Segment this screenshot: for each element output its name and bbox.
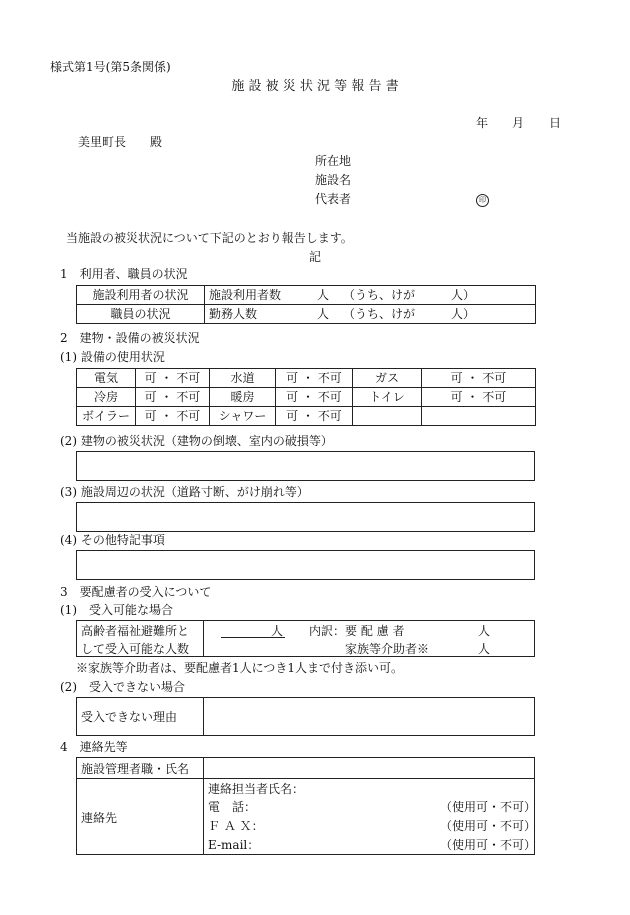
table-row [77,305,536,324]
table-row [77,388,536,407]
availability-choice: 可 ・ 不可 [422,369,536,388]
row-value [205,286,536,305]
sender-representative-label: 代表者 [315,192,352,206]
availability-choice: 可 ・ 不可 [422,388,536,407]
injury-note: （うち、けが 人） [343,288,476,302]
capacity-count-field[interactable] [221,625,285,638]
section-3-2-heading: (2) 受入できない場合 [60,680,185,694]
sender-facility-label: 施設名 [315,173,352,187]
row-value [205,305,536,324]
care-recipients-unit: 人 [478,624,491,638]
availability-choice: 可 ・ 不可 [136,407,210,426]
caregivers-unit: 人 [478,642,491,656]
section-2-heading: 2 建物・設備の被災状況 [60,331,200,345]
unit-label: 人 [317,288,330,302]
document-title: 施 設 被 災 状 況 等 報 告 書 [231,79,399,94]
breakdown-caregivers: 家族等介助者※ [345,642,430,656]
surroundings-box[interactable] [76,502,535,532]
email-usability: （使用可・不可） [440,838,537,852]
manager-label: 施設管理者職・氏名 [81,762,190,776]
ki-label: 記 [309,250,322,264]
availability-choice: 可 ・ 不可 [276,388,353,407]
intro-text: 当施設の被災状況について下記のとおり報告します。 [66,231,353,245]
rejection-row [76,697,535,736]
contact-table [76,757,535,855]
capacity-unit: 人 [221,625,285,638]
contact-person-label: 連絡担当者氏名： [208,782,305,796]
date-month: 月 [512,116,525,130]
phone-usability: （使用可・不可） [440,800,537,814]
table-row [77,369,536,388]
building-damage-box[interactable] [76,451,535,481]
empty-cell [353,407,422,426]
form-number: 様式第1号(第5条関係) [50,60,171,74]
equipment-name: シャワー [210,407,276,426]
sender-address-label: 所在地 [315,154,352,168]
seal-mark: 印 [476,192,489,207]
section-3-1-heading: (1) 受入可能な場合 [60,603,173,617]
empty-cell [422,407,536,426]
equipment-table [76,368,536,426]
contact-label: 連絡先 [81,811,118,825]
breakdown-label: 内訳： [309,624,346,638]
item-label: 勤務人数 [209,307,258,321]
caregiver-footnote: ※家族等介助者は、要配慮者1人につき1人まで付き添い可。 [76,661,404,675]
rejection-reason-field[interactable] [205,698,534,735]
equipment-name: 水道 [210,369,276,388]
staff-status-table [76,285,536,324]
manager-name-field[interactable] [205,758,534,778]
availability-choice: 可 ・ 不可 [276,407,353,426]
addressee: 美里町長 殿 [78,135,163,149]
equipment-name: 電気 [77,369,136,388]
rejection-reason-label: 受入できない理由 [81,710,178,724]
equipment-name: 冷房 [77,388,136,407]
equipment-name: ボイラー [77,407,136,426]
section-1-heading: 1 利用者、職員の状況 [60,267,188,281]
row-label: 職員の状況 [77,305,205,324]
capacity-label-line-1: 高齢者福祉避難所と [81,624,190,638]
equipment-name: ガス [353,369,422,388]
availability-choice: 可 ・ 不可 [276,369,353,388]
section-4-heading: 4 連絡先等 [60,740,128,754]
section-2-3-heading: (3) 施設周辺の状況（道路寸断、がけ崩れ等） [60,485,309,499]
table-row [77,286,536,305]
item-label: 施設利用者数 [209,288,282,302]
fax-label: Ｆ Ａ Ｘ： [208,819,264,833]
date-day: 日 [549,116,562,130]
equipment-name: トイレ [353,388,422,407]
availability-choice: 可 ・ 不可 [136,388,210,407]
unit-label: 人 [317,307,330,321]
section-3-heading: 3 要配慮者の受入について [60,585,212,599]
breakdown-care-recipients: 要 配 慮 者 [345,624,405,638]
section-2-1-heading: (1) 設備の使用状況 [60,350,165,364]
availability-choice: 可 ・ 不可 [136,369,210,388]
table-row [77,407,536,426]
date-year: 年 [476,116,489,130]
email-label: E-mail： [208,838,260,852]
phone-label: 電 話： [208,800,257,814]
fax-usability: （使用可・不可） [440,819,537,833]
section-2-4-heading: (4) その他特記事項 [60,533,165,547]
section-2-2-heading: (2) 建物の被災状況（建物の倒壊、室内の破損等） [60,434,333,448]
other-notes-box[interactable] [76,550,535,580]
injury-note: （うち、けが 人） [343,307,476,321]
capacity-label-line-2: して受入可能な人数 [81,642,190,656]
row-label: 施設利用者の状況 [77,286,205,305]
acceptance-capacity-row [76,620,535,657]
equipment-name: 暖房 [210,388,276,407]
